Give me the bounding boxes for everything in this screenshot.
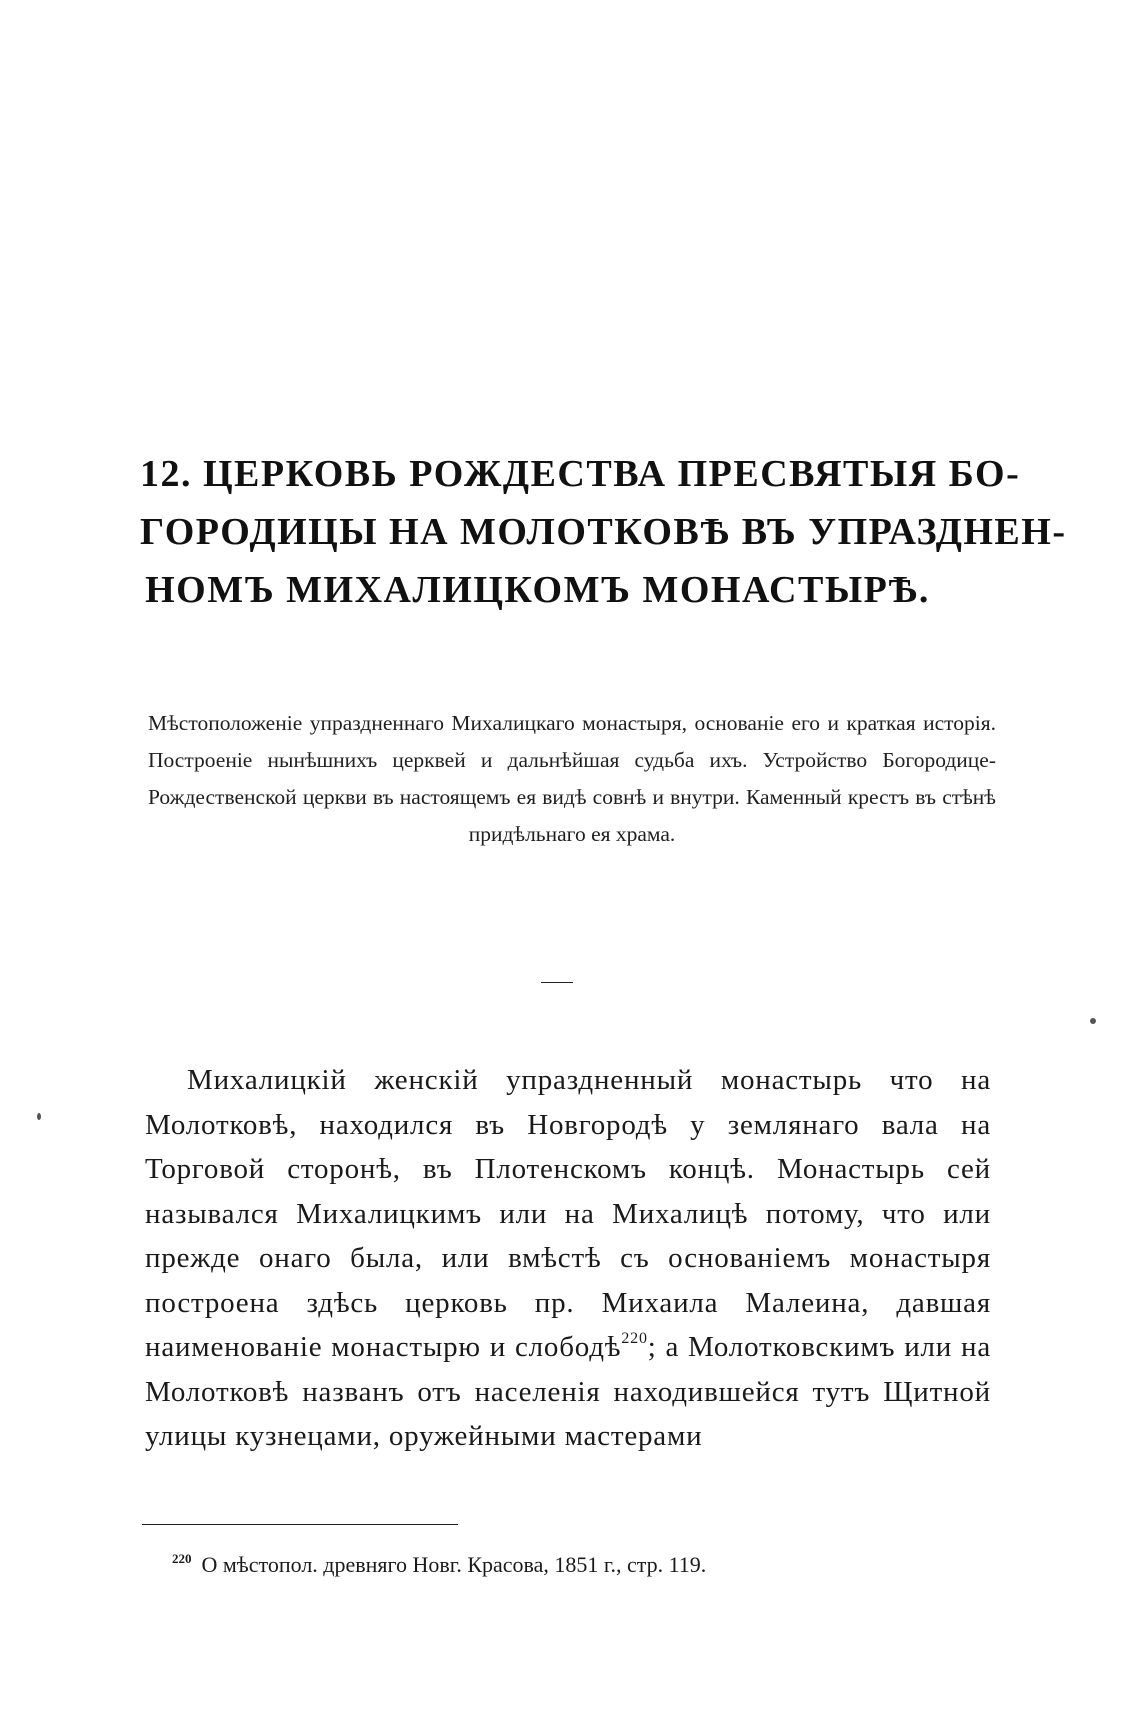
section-divider xyxy=(541,982,573,983)
footnote xyxy=(172,1542,992,1582)
chapter-title-line: НОМЪ МИХАЛИЦКОМЪ МОНАСТЫРѢ. xyxy=(145,569,930,611)
chapter-number: 12. xyxy=(140,453,192,495)
footnote-reference: 220 xyxy=(621,1330,648,1347)
body-text-part: ; а Молотковскимъ или на Молотковѣ названъ отъ населенія находившейся тутъ Щитной улицы кузнецами, оружейными мастерами xyxy=(145,1331,991,1452)
print-speck xyxy=(1090,1018,1096,1024)
chapter-summary: Мѣстоположеніе упраздненнаго Михалицкаго монастыря, основаніе его и краткая исторія. Построеніе нынѣшнихъ церквей и дальнѣйшая судьба ихъ. Устройство Богородице-Рождественской церкви въ настоящемъ ея видѣ совнѣ и внутри. Каменный крестъ въ стѣнѣ придѣльнаго ея храма. xyxy=(148,711,996,846)
print-speck xyxy=(37,1113,41,1120)
footnote-mark: 220 xyxy=(172,1551,192,1566)
footnote-text: О мѣстопол. древняго Новг. Красова, 1851 г., стр. 119. xyxy=(201,1552,707,1577)
chapter-heading-line-1 xyxy=(140,445,1021,503)
body-text-part: Михалицкій женскій упраздненный монастырь что на Молотковѣ, находился въ Новгородѣ у землянаго вала на Торговой сторонѣ, въ Плотенскомъ концѣ. Монастырь сей назывался Михалицкимъ или на Михалицѣ потому, что или прежде онаго была, или вмѣстѣ съ основаніемъ монастыря построена здѣсь церковь пр. Михаила Малеина, давшая наименованіе монастырю и слободѣ xyxy=(145,1064,991,1363)
chapter-title-line: ГОРОДИЦЫ НА МОЛОТКОВѢ ВЪ УПРАЗДНЕН- xyxy=(140,511,1067,553)
footnote-separator xyxy=(142,1524,458,1525)
body-paragraph xyxy=(145,1058,991,1459)
chapter-heading xyxy=(140,445,1067,619)
chapter-title-line: ЦЕРКОВЬ РОЖДЕСТВА ПРЕСВЯТЫЯ БО- xyxy=(203,453,1021,495)
